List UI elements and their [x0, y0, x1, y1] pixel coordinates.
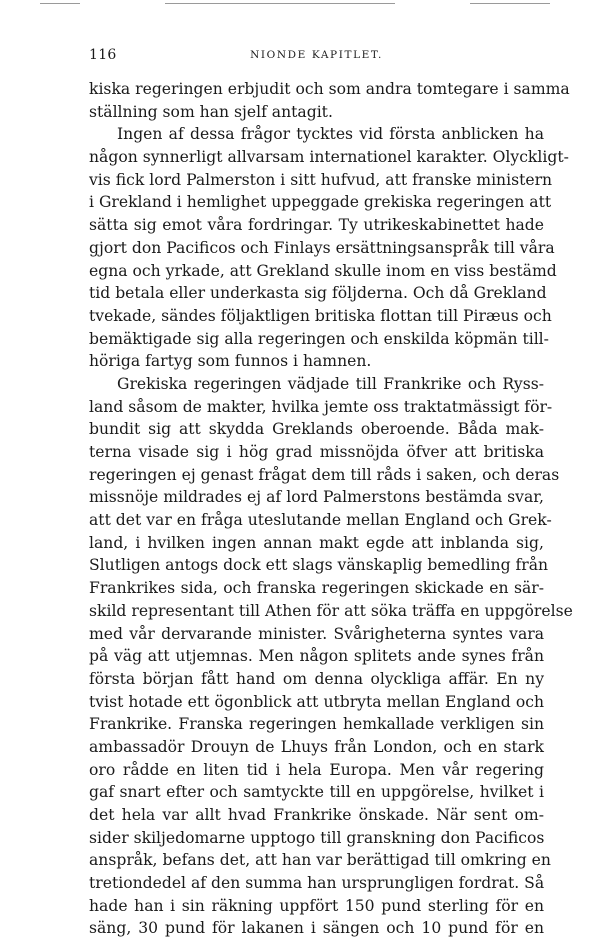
text-line: ambassadör Drouyn de Lhuys från London, och en stark: [89, 737, 544, 756]
text-line: någon synnerligt allvarsam internationel karakter. Olyckligt-: [89, 148, 569, 167]
text-line: tretiondedel af den summa han ursprungligen fordrat. Så: [89, 874, 545, 893]
text-line: land såsom de makter, hvilka jemte oss traktatmässigt för-: [89, 397, 553, 416]
text-line: att det var en fråga uteslutande mellan England och Grek-: [89, 511, 552, 530]
text-line: gjort don Pacificos och Finlays ersättningsanspråk till våra: [89, 238, 555, 257]
text-line: kiska regeringen erbjudit och som andra tomtegare i samma: [89, 80, 570, 98]
text-line: höriga fartyg som funnos i hamnen.: [89, 352, 372, 371]
text-line: bundit sig att skydda Greklands oberoende. Båda mak-: [89, 420, 544, 439]
text-line: i Grekland i hemlighet uppeggade grekiska regeringen att: [89, 193, 552, 212]
page-header: [89, 47, 544, 67]
text-line: egna och yrkade, att Grekland skulle inom en viss bestämd: [89, 261, 557, 280]
paragraph-first-line: Grekiska regeringen vädjade till Frankrike och Ryss-: [117, 374, 544, 393]
text-line: land, i hvilken ingen annan makt egde att inblanda sig,: [89, 533, 544, 552]
text-line: säng, 30 pund för lakanen i sängen och 10 pund för en: [89, 919, 544, 938]
text-line: på väg att utjemnas. Men någon splitets ande synes från: [89, 647, 544, 666]
text-line: anspråk, befans det, att han var berättigad till omkring en: [89, 851, 551, 870]
text-line: Slutligen antogs dock ett slags vänskaplig bemedling från: [89, 556, 549, 575]
text-line: sätta sig emot våra fordringar. Ty utrikeskabinettet hade: [89, 216, 544, 235]
text-line: oro rådde en liten tid i hela Europa. Men vår regering: [89, 760, 544, 779]
text-line: gaf snart efter och samtyckte till en uppgörelse, hvilket i: [89, 783, 544, 802]
text-line: med vår dervarande minister. Svårigheterna syntes vara: [89, 624, 544, 643]
text-line: Frankrikes sida, och franska regeringen skickade en sär-: [89, 579, 544, 598]
page-number: 116: [89, 47, 117, 63]
body-text: [89, 78, 573, 940]
top-edge-rule: [165, 3, 395, 4]
text-line: missnöje mildrades ej af lord Palmerstons bestämda svar,: [89, 488, 544, 507]
text-line: hade han i sin räkning uppfört 150 pund sterling för en: [89, 896, 544, 915]
text-line: vis fick lord Palmerston i sitt hufvud, att franske ministern: [89, 170, 553, 189]
text-line: sider skiljedomarne upptogo till granskning don Pacificos: [89, 828, 545, 847]
text-line: tvekade, sändes följaktligen britiska flottan till Piræus och: [89, 306, 552, 325]
text-line: skild representant till Athen för att söka träffa en uppgörelse: [89, 601, 573, 620]
text-line: tvist hotade ett ögonblick att utbryta mellan England och: [89, 692, 544, 711]
running-head: NIONDE KAPITLET.: [250, 49, 383, 61]
text-line: regeringen ej genast frågat dem till råds i saken, och deras: [89, 465, 560, 484]
text-line: första början fått hand om denna olyckliga affär. En ny: [89, 669, 544, 688]
top-edge-rule: [40, 3, 80, 4]
text-line: bemäktigade sig alla regeringen och enskilda köpmän till-: [89, 329, 549, 348]
text-line: Frankrike. Franska regeringen hemkallade verkligen sin: [89, 715, 544, 734]
text-line: ställning som han sjelf antagit.: [89, 102, 333, 121]
top-edge-rule: [470, 3, 550, 4]
text-line: tid betala eller underkasta sig följderna. Och då Grekland: [89, 284, 547, 303]
text-line: det hela var allt hvad Frankrike önskade. När sent om-: [89, 806, 544, 824]
paragraph-first-line: Ingen af dessa frågor tycktes vid första anblicken ha: [117, 125, 544, 144]
text-line: terna visade sig i hög grad missnöjda öfver att britiska: [89, 443, 544, 461]
